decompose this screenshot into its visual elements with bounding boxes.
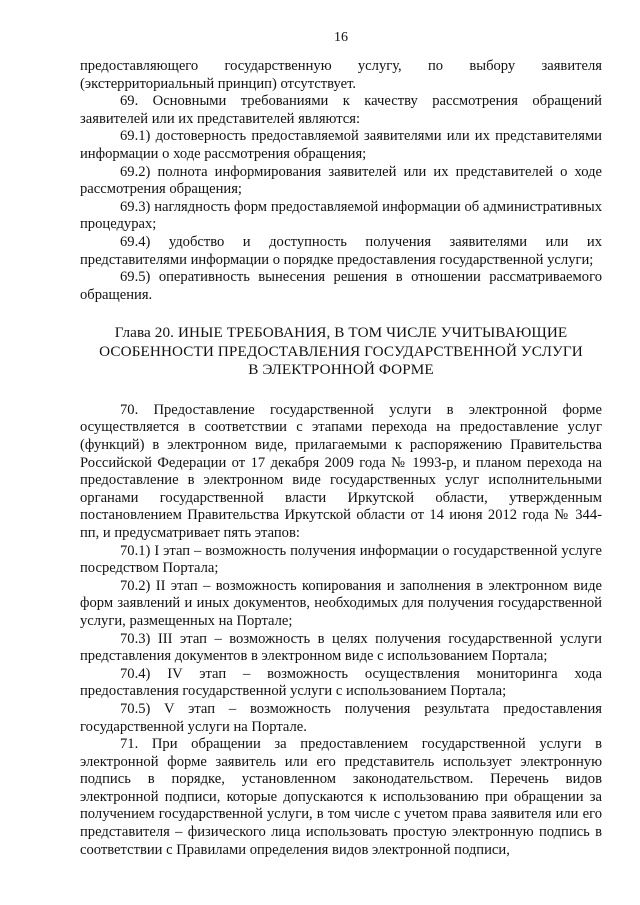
paragraph: 69.2) полнота информирования заявителей или их представителей о ходе рассмотрения обращения; bbox=[80, 163, 602, 198]
document-body bbox=[80, 58, 602, 859]
paragraph: 70.4) IV этап – возможность осуществления мониторинга хода предоставления государственной услуги с использованием Портала; bbox=[80, 665, 602, 700]
paragraph: 70.2) II этап – возможность копирования и заполнения в электронном виде форм заявлений и иных документов, необходимых для получения государственной услуги, размещенных на Портале; bbox=[80, 577, 602, 629]
paragraph: 71. При обращении за предоставлением государственной услуги в электронной форме заявитель или его представитель использует электронную подпись в порядке, установленном законодательством. Перечень видов электронной подписи, которые допускаются к использованию при обращении за получением государственной услуги, в том числе с учетом права заявителя или его представителя – физического лица использовать простую электронную подпись в соответствии с Правилами определения видов электронной подписи, bbox=[80, 736, 602, 858]
paragraph: 69.3) наглядность форм предоставляемой информации об административных процедурах; bbox=[80, 198, 602, 233]
paragraph: 70.3) III этап – возможность в целях получения государственной услуги представления документов в электронном виде с использованием Портала; bbox=[80, 630, 602, 665]
paragraph: 70.1) I этап – возможность получения информации о государственной услуге посредством Портала; bbox=[80, 542, 602, 577]
paragraph: 69.4) удобство и доступность получения заявителями или их представителями информации о порядке предоставления государственной услуги; bbox=[80, 233, 602, 268]
section-before-chapter bbox=[80, 58, 602, 304]
paragraph: 69.1) достоверность предоставляемой заявителями или их представителями информации о ходе рассмотрения обращения; bbox=[80, 128, 602, 162]
page-number: 16 bbox=[334, 30, 348, 45]
chapter-title-line-1: Глава 20. ИНЫЕ ТРЕБОВАНИЯ, В ТОМ ЧИСЛЕ УЧИТЫВАЮЩИЕ bbox=[114, 324, 568, 342]
paragraph: 70.5) V этап – возможность получения результата предоставления государственной услуги на Портале. bbox=[80, 700, 602, 735]
paragraph: 69. Основными требованиями к качеству рассмотрения обращений заявителей или их представителей являются: bbox=[80, 93, 602, 127]
chapter-title-line-2: ОСОБЕННОСТИ ПРЕДОСТАВЛЕНИЯ ГОСУДАРСТВЕННОЙ УСЛУГИ bbox=[99, 342, 583, 360]
paragraph: 70. Предоставление государственной услуги в электронной форме осуществляется в соответствии с этапами перехода на предоставление услуг (функций) в электронном виде, прилагаемыми к распоряжению Правительства Российской Федерации от 17 декабря 2009 года № 1993-р, и планом перехода на предоставление в электронном виде государственных услуг исполнительными органами государственной власти Иркутской области, утвержденным постановлением Правительства Иркутской области от 14 июня 2012 года № 344-пп, и предусматривает пять этапов: bbox=[80, 401, 602, 541]
chapter-title-line-3: В ЭЛЕКТРОННОЙ ФОРМЕ bbox=[248, 361, 434, 379]
paragraph: предоставляющего государственную услугу, по выбору заявителя (экстерриториальный принцип) отсутствует. bbox=[80, 58, 602, 92]
chapter-title bbox=[80, 324, 602, 380]
paragraph: 69.5) оперативность вынесения решения в отношении рассматриваемого обращения. bbox=[80, 269, 602, 303]
section-after-chapter bbox=[80, 402, 602, 859]
